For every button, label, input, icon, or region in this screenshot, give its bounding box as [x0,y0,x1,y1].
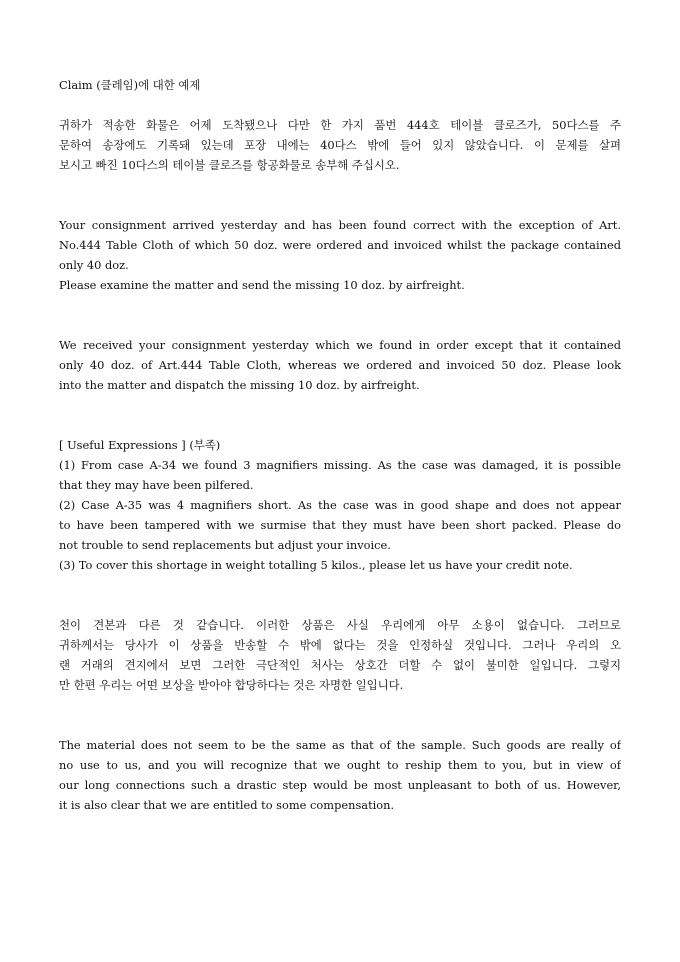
text-line: 랜 거래의 견지에서 보면 그러한 극단적인 처사는 상호간 더할 수 없이 불미한 일입니다. 그렇지 [59,658,621,672]
text-line: Please examine the matter and send the missing 10 doz. by airfreight. [59,278,465,292]
expression-line: not trouble to send replacements but adjust your invoice. [59,538,391,552]
text-line: 만 한편 우리는 어떤 보상을 받아야 합당하다는 것은 자명한 일입니다. [59,678,404,692]
document-page [59,75,621,815]
text-line: it is also clear that we are entitled to some compensation. [59,798,395,812]
spacer [59,175,621,215]
title-text: Claim (클레임)에 대한 예제 [59,78,201,92]
text-line: 귀하가 적송한 화물은 어제 도착됐으나 다만 한 가지 품번 444호 테이블 클로즈가, 50다스를 주 [59,118,621,132]
expression-line: (1) From case A-34 we found 3 magnifiers missing. As the case was damaged, it is possible [59,458,621,472]
document-title [59,75,621,95]
text-line: We received your consignment yesterday which we found in order except that it contained [59,338,621,352]
text-line: 보시고 빠진 10다스의 테이블 클로즈를 항공화물로 송부해 주십시오. [59,158,400,172]
spacer [59,575,621,615]
text-line: 천이 견본과 다른 것 같습니다. 이러한 상품은 사실 우리에게 아무 소용이 없습니다. 그러므로 [59,618,621,632]
text-line: no use to us, and you will recognize that we ought to reship them to you, but in view of [59,758,621,772]
text-line: The material does not seem to be the same as that of the sample. Such goods are really of [59,738,621,752]
text-line: Your consignment arrived yesterday and has been found correct with the exception of Art. [59,218,621,232]
text-line: No.444 Table Cloth of which 50 doz. were ordered and invoiced whilst the package contained [59,238,621,252]
english-paragraph-2 [59,335,621,395]
korean-paragraph-1 [59,115,621,175]
expression-line: (3) To cover this shortage in weight totalling 5 kilos., please let us have your credit note. [59,558,573,572]
english-paragraph-3 [59,735,621,815]
section-heading: [ Useful Expressions ] (부족) [59,438,221,452]
text-line: only 40 doz. [59,258,129,272]
text-line: 문하여 송장에도 기록돼 있는데 포장 내에는 40다스 밖에 들어 있지 않았습니다. 이 문제를 살펴 [59,138,621,152]
useful-expressions-section [59,435,621,575]
expression-line: that they may have been pilfered. [59,478,254,492]
text-line: into the matter and dispatch the missing 10 doz. by airfreight. [59,378,420,392]
text-line: our long connections such a drastic step would be most unpleasant to both of us. However, [59,778,621,792]
english-paragraph-1 [59,215,621,295]
expression-line: to have been tampered with we surmise that they must have been short packed. Please do [59,518,621,532]
text-line: 귀하께서는 당사가 이 상품을 반송할 수 밖에 없다는 것을 인정하실 것입니다. 그러나 우리의 오 [59,638,621,652]
spacer [59,695,621,735]
expression-line: (2) Case A-35 was 4 magnifiers short. As the case was in good shape and does not appear [59,498,621,512]
spacer [59,395,621,435]
spacer [59,295,621,335]
text-line: only 40 doz. of Art.444 Table Cloth, whereas we ordered and invoiced 50 doz. Please look [59,358,621,372]
korean-paragraph-2 [59,615,621,695]
